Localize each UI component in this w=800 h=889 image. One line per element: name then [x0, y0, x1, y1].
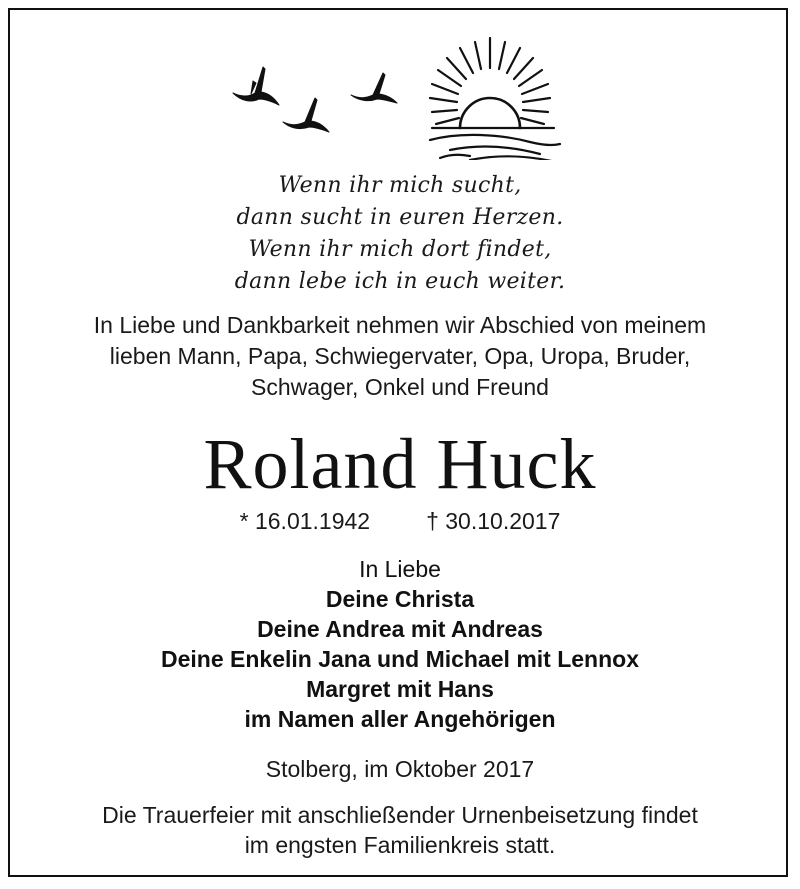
mourners-intro: In Liebe	[359, 556, 441, 582]
life-dates	[0, 506, 800, 536]
death-date: † 30.10.2017	[426, 508, 561, 534]
footer-line: Die Trauerfeier mit anschließender Urnenbeisetzung findet	[102, 802, 698, 828]
poem-line: dann lebe ich in euch weiter.	[234, 269, 566, 294]
header-artwork	[225, 30, 565, 160]
funeral-note	[0, 800, 800, 860]
intro-line: In Liebe und Dankbarkeit nehmen wir Abschied von meinem	[93, 312, 707, 338]
poem-line: Wenn ihr mich sucht,	[278, 173, 522, 198]
mourner-name: Deine Andrea mit Andreas	[257, 616, 543, 642]
poem-line: dann sucht in euren Herzen.	[236, 205, 564, 230]
memorial-poem	[0, 170, 800, 298]
mourner-name: im Namen aller Angehörigen	[244, 706, 556, 732]
mourner-name: Margret mit Hans	[306, 676, 494, 702]
mourners-list	[0, 554, 800, 734]
intro-line: Schwager, Onkel und Freund	[251, 374, 549, 400]
intro-line: lieben Mann, Papa, Schwiegervater, Opa, Uropa, Bruder,	[109, 343, 691, 369]
birth-date: * 16.01.1942	[239, 508, 371, 534]
mourner-name: Deine Enkelin Jana und Michael mit Lennox	[161, 646, 639, 672]
flying-birds-icon	[233, 67, 397, 132]
farewell-intro	[0, 310, 800, 403]
deceased-name: Roland Huck	[203, 424, 597, 504]
setting-sun-icon	[430, 38, 560, 160]
place-and-date: Stolberg, im Oktober 2017	[265, 756, 535, 782]
mourner-name: Deine Christa	[325, 586, 475, 612]
footer-line: im engsten Familienkreis statt.	[244, 832, 556, 858]
poem-line: Wenn ihr mich dort findet,	[248, 237, 552, 262]
